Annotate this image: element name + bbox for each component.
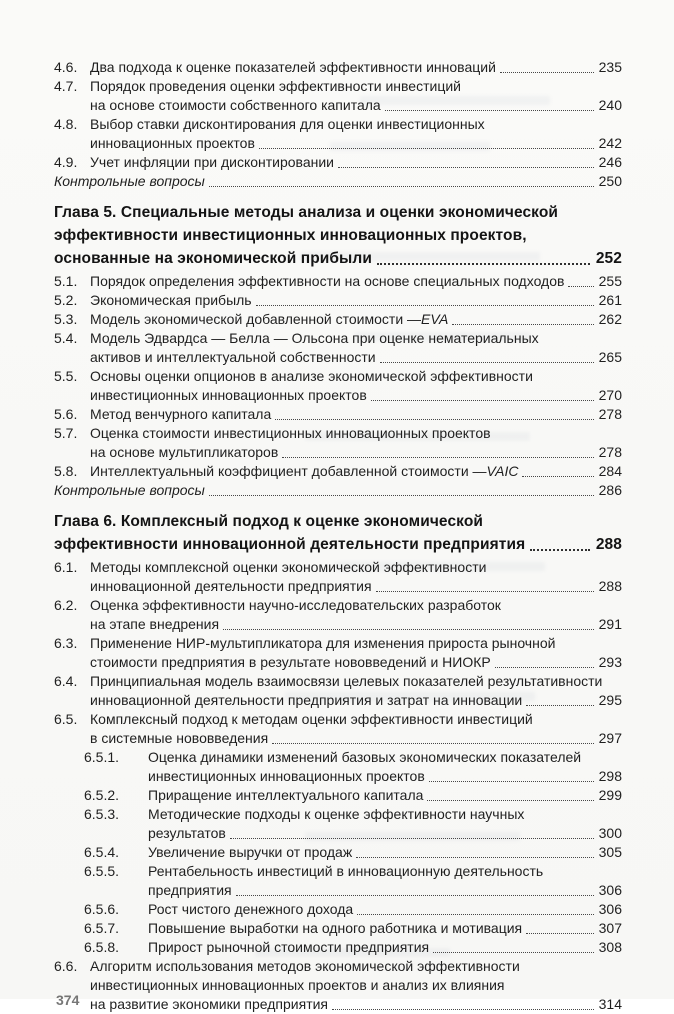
entry-text: Увеличение выручки от продаж <box>148 844 353 860</box>
entry-text: Принципиальная модель взаимосвязи целевых показателей результативности <box>90 673 603 689</box>
entry-text: Прирост рыночной стоимости предприятия <box>148 939 430 955</box>
entry-number: 6.5.2. <box>84 787 120 803</box>
entry-number: 5.6. <box>54 406 78 422</box>
chapter-page-number: 288 <box>595 536 622 553</box>
entry-title <box>90 115 622 153</box>
entry-title <box>148 805 622 843</box>
entry-number: 6.5.3. <box>84 806 120 822</box>
entry-number: 6.1. <box>54 559 78 575</box>
entry-line <box>148 938 622 957</box>
entry-line <box>90 691 622 710</box>
chapter-heading-text: Глава 6. Комплексный подход к оценке экономической <box>54 513 484 530</box>
entry-line <box>148 881 622 900</box>
entry-page-number: 307 <box>598 920 622 936</box>
entry-number: 6.6. <box>54 958 78 974</box>
dot-leader <box>452 310 593 325</box>
entry-number: 5.4. <box>54 330 78 346</box>
entry-text: Два подхода к оценке показателей эффективности инноваций <box>90 59 496 75</box>
entry-number: 5.5. <box>54 368 78 384</box>
toc-entry <box>54 405 622 424</box>
entry-text: Порядок определения эффективности на основе специальных подходов <box>90 273 565 289</box>
entry-line <box>90 272 622 291</box>
entry-text: Алгоритм использования методов экономической эффективности <box>90 958 520 974</box>
entry-text: Экономическая прибыль <box>90 292 252 308</box>
entry-line <box>148 862 622 881</box>
entry-line <box>148 900 622 919</box>
dot-leader <box>568 272 593 287</box>
chapter-heading <box>54 510 622 556</box>
entry-page-number: 246 <box>598 154 622 170</box>
entry-line <box>54 172 622 191</box>
entry-title <box>90 77 622 115</box>
toc-entry <box>54 58 622 77</box>
dot-leader <box>371 386 594 401</box>
entry-text: Порядок проведения оценки эффективности инвестиций <box>90 78 461 94</box>
dot-leader <box>332 995 594 1010</box>
chapter-heading-line <box>54 224 622 247</box>
dot-leader <box>377 247 590 265</box>
entry-text: на развитие экономики предприятия <box>90 996 329 1012</box>
entry-line <box>90 58 622 77</box>
dot-leader <box>500 58 594 73</box>
entry-number: 5.1. <box>54 273 78 289</box>
toc-entry <box>54 938 622 957</box>
entry-line <box>90 348 622 367</box>
toc-entry <box>54 596 622 634</box>
entry-text: инновационной деятельности предприятия и затрат на инновации <box>90 692 523 708</box>
entry-line <box>148 748 622 767</box>
dot-leader <box>526 919 594 934</box>
entry-line <box>148 824 622 843</box>
chapter-page-number: 252 <box>595 250 622 267</box>
entry-line <box>148 767 622 786</box>
dot-leader <box>272 729 593 744</box>
entry-title <box>148 938 622 957</box>
entry-text: Приращение интеллектуального капитала <box>148 787 424 803</box>
entry-page-number: 295 <box>598 692 622 708</box>
entry-number: 5.2. <box>54 292 78 308</box>
entry-page-number: 288 <box>598 578 622 594</box>
entry-title <box>148 862 622 900</box>
toc-entry <box>54 919 622 938</box>
entry-text: инновационной деятельности предприятия <box>90 578 372 594</box>
entry-number: 4.6. <box>54 59 78 75</box>
dot-leader <box>275 405 593 420</box>
chapter-heading-text: основанные на экономической прибыли <box>54 250 372 267</box>
entry-text: предприятия <box>148 882 232 898</box>
dot-leader <box>357 900 593 915</box>
entry-text: Оценка динамики изменений базовых экономических показателей <box>148 749 582 765</box>
entry-title <box>90 272 622 291</box>
toc-entry <box>54 291 622 310</box>
toc-entry <box>54 786 622 805</box>
entry-number: 6.5.6. <box>84 901 120 917</box>
entry-text: Основы оценки опционов в анализе экономической эффективности <box>90 368 533 384</box>
entry-text: Интеллектуальный коэффициент добавленной стоимости — <box>90 463 487 479</box>
entry-number: 4.8. <box>54 116 78 132</box>
entry-page-number: 305 <box>598 844 622 860</box>
entry-line <box>148 919 622 938</box>
entry-line <box>90 615 622 634</box>
entry-line <box>90 653 622 672</box>
entry-text: Модель Эдвардса — Белла — Ольсона при оценке нематериальных <box>90 330 539 346</box>
dot-leader <box>338 153 594 168</box>
entry-page-number: 270 <box>598 387 622 403</box>
footer-page-number: 374 <box>56 992 80 1008</box>
dot-leader <box>236 881 594 896</box>
entry-acronym: VAIC <box>486 463 519 479</box>
entry-text: на основе стоимости собственного капитала <box>90 97 381 113</box>
chapter-heading-line <box>54 510 622 533</box>
entry-text: Метод венчурного капитала <box>90 406 272 422</box>
entry-number: 6.2. <box>54 597 78 613</box>
entry-text: Модель экономической добавленной стоимости — <box>90 311 422 327</box>
entry-number: 6.4. <box>54 673 78 689</box>
entry-page-number: 235 <box>598 59 622 75</box>
toc-entry <box>54 310 622 329</box>
entry-title <box>90 291 622 310</box>
entry-text: Оценка стоимости инвестиционных инновационных проектов <box>90 425 491 441</box>
entry-page-number: 298 <box>598 768 622 784</box>
entry-title <box>90 596 622 634</box>
dot-leader <box>433 938 594 953</box>
toc-section-chapter6 <box>54 510 622 1014</box>
dot-leader <box>282 443 593 458</box>
entry-title <box>90 634 622 672</box>
toc-entry <box>54 957 622 1014</box>
entry-line <box>90 995 622 1014</box>
entry-page-number: 255 <box>598 273 622 289</box>
entry-line <box>90 96 622 115</box>
entry-page-number: 265 <box>598 349 622 365</box>
entry-page-number: 278 <box>598 406 622 422</box>
entry-text: Применение НИР-мультипликатора для изменения прироста рыночной <box>90 635 556 651</box>
entry-line <box>90 291 622 310</box>
entry-number: 6.5.8. <box>84 939 120 955</box>
toc-entry <box>54 843 622 862</box>
toc-entry <box>54 115 622 153</box>
entry-line <box>90 558 622 577</box>
entry-text: на основе мультипликаторов <box>90 444 279 460</box>
toc-entry <box>54 634 622 672</box>
dot-leader <box>376 577 594 592</box>
dot-leader <box>209 172 594 187</box>
entry-text: Оценка эффективности научно-исследовательских разработок <box>90 597 501 613</box>
entry-line <box>90 77 622 96</box>
entry-line <box>90 577 622 596</box>
dot-leader <box>526 691 593 706</box>
entry-text: инвестиционных инновационных проектов и анализ их влияния <box>90 977 505 993</box>
entry-line <box>90 976 622 995</box>
entry-page-number: 293 <box>598 654 622 670</box>
entry-title <box>90 58 622 77</box>
entry-title <box>90 558 622 596</box>
entry-number: 6.5.4. <box>84 844 120 860</box>
toc-entry <box>54 153 622 172</box>
entry-line <box>90 443 622 462</box>
dot-leader <box>427 786 593 801</box>
toc-entry <box>54 900 622 919</box>
entry-text: Рентабельность инвестиций в инновационную деятельность <box>148 863 544 879</box>
entry-title <box>90 672 622 710</box>
entry-line <box>148 805 622 824</box>
dot-leader <box>522 462 593 477</box>
entry-line <box>148 843 622 862</box>
toc-entry <box>54 172 622 191</box>
entry-line <box>90 672 622 691</box>
dot-leader <box>385 96 594 111</box>
chapter-heading-text: эффективности инновационной деятельности предприятия <box>54 536 526 553</box>
entry-line <box>90 405 622 424</box>
entry-text: инновационных проектов <box>90 135 255 151</box>
entry-list <box>54 272 622 500</box>
entry-title <box>90 367 622 405</box>
entry-line <box>90 134 622 153</box>
entry-text: Методические подходы к оценке эффективности научных <box>148 806 525 822</box>
entry-acronym: EVA <box>421 311 449 327</box>
dot-leader <box>223 615 594 630</box>
entry-page-number: 262 <box>598 311 622 327</box>
entry-text: инвестиционных инновационных проектов <box>148 768 425 784</box>
entry-line <box>90 729 622 748</box>
entry-page-number: 240 <box>598 97 622 113</box>
entry-page-number: 291 <box>598 616 622 632</box>
entry-text: инвестиционных инновационных проектов <box>90 387 367 403</box>
entry-number: 5.3. <box>54 311 78 327</box>
toc-entry <box>54 424 622 462</box>
entry-title <box>148 900 622 919</box>
entry-page-number: 242 <box>598 135 622 151</box>
table-of-contents <box>54 58 622 1014</box>
entry-page-number: 306 <box>598 882 622 898</box>
entry-number: 6.5.7. <box>84 920 120 936</box>
entry-page-number: 297 <box>598 730 622 746</box>
entry-number: 6.5. <box>54 711 78 727</box>
entry-number: 4.7. <box>54 78 78 94</box>
entry-line <box>90 329 622 348</box>
chapter-heading-line <box>54 247 622 270</box>
entry-title <box>148 919 622 938</box>
entry-text: стоимости предприятия в результате нововведений и НИОКР <box>90 654 491 670</box>
entry-line <box>90 462 622 481</box>
entry-page-number: 308 <box>598 939 622 955</box>
entry-page-number: 278 <box>598 444 622 460</box>
entry-number: 6.5.5. <box>84 863 120 879</box>
entry-page-number: 286 <box>598 482 622 498</box>
toc-entry <box>54 367 622 405</box>
entry-text: на этапе внедрения <box>90 616 220 632</box>
toc-entry <box>54 862 622 900</box>
entry-line <box>90 115 622 134</box>
entry-number: 5.8. <box>54 463 78 479</box>
entry-line <box>54 481 622 500</box>
toc-entry <box>54 558 622 596</box>
dot-leader <box>495 653 594 668</box>
entry-line <box>90 153 622 172</box>
toc-entry <box>54 462 622 481</box>
entry-number: 6.3. <box>54 635 78 651</box>
entry-title <box>90 310 622 329</box>
toc-entry <box>54 329 622 367</box>
toc-entry <box>54 272 622 291</box>
entry-page-number: 250 <box>598 173 622 189</box>
entry-title <box>90 710 622 748</box>
chapter-heading <box>54 201 622 270</box>
entry-title <box>54 481 622 500</box>
entry-line <box>90 634 622 653</box>
entry-title <box>90 462 622 481</box>
toc-entry <box>54 805 622 843</box>
entry-line <box>90 367 622 386</box>
entry-title <box>54 172 622 191</box>
entry-page-number: 261 <box>598 292 622 308</box>
entry-line <box>90 710 622 729</box>
entry-text: Контрольные вопросы <box>54 482 205 498</box>
entry-text: Контрольные вопросы <box>54 173 205 189</box>
dot-leader <box>380 348 594 363</box>
entry-line <box>90 424 622 443</box>
entry-number: 5.7. <box>54 425 78 441</box>
entry-title <box>90 153 622 172</box>
entry-text: Повышение выработки на одного работника и мотивация <box>148 920 523 936</box>
dot-leader <box>530 533 590 551</box>
chapter-heading-text: эффективности инвестиционных инновационных проектов, <box>54 227 527 244</box>
entry-page-number: 300 <box>598 825 622 841</box>
entry-title <box>90 957 622 1014</box>
dot-leader <box>259 134 594 149</box>
entry-list <box>54 58 622 191</box>
entry-title <box>90 329 622 367</box>
entry-line <box>90 957 622 976</box>
entry-text: Выбор ставки дисконтирования для оценки инвестиционных <box>90 116 485 132</box>
entry-line <box>148 786 622 805</box>
dot-leader <box>429 767 594 782</box>
entry-line <box>90 310 622 329</box>
entry-text: Комплексный подход к методам оценки эффективности инвестиций <box>90 711 533 727</box>
entry-title <box>148 786 622 805</box>
entry-title <box>148 748 622 786</box>
toc-entry <box>54 481 622 500</box>
entry-number: 6.5.1. <box>84 749 120 765</box>
entry-text: в системные нововведения <box>90 730 269 746</box>
entry-page-number: 299 <box>598 787 622 803</box>
entry-page-number: 306 <box>598 901 622 917</box>
entry-text: результатов <box>148 825 226 841</box>
entry-text: Учет инфляции при дисконтировании <box>90 154 334 170</box>
entry-line <box>90 386 622 405</box>
toc-section-chapter4-tail <box>54 58 622 191</box>
entry-number: 4.9. <box>54 154 78 170</box>
entry-line <box>90 596 622 615</box>
chapter-heading-text: Глава 5. Специальные методы анализа и оценки экономической <box>54 204 559 221</box>
chapter-heading-line <box>54 201 622 224</box>
entry-page-number: 284 <box>598 463 622 479</box>
dot-leader <box>356 843 593 858</box>
dot-leader <box>209 481 594 496</box>
toc-section-chapter5 <box>54 201 622 500</box>
entry-page-number: 314 <box>598 996 622 1012</box>
toc-entry <box>54 77 622 115</box>
entry-text: активов и интеллектуальной собственности <box>90 349 376 365</box>
entry-text: Рост чистого денежного дохода <box>148 901 354 917</box>
entry-text: Методы комплексной оценки экономической эффективности <box>90 559 487 575</box>
entry-title <box>90 424 622 462</box>
toc-entry <box>54 672 622 710</box>
entry-title <box>90 405 622 424</box>
toc-entry <box>54 710 622 748</box>
dot-leader <box>230 824 594 839</box>
toc-entry <box>54 748 622 786</box>
entry-title <box>148 843 622 862</box>
entry-list <box>54 558 622 1014</box>
chapter-heading-line <box>54 533 622 556</box>
dot-leader <box>256 291 594 306</box>
